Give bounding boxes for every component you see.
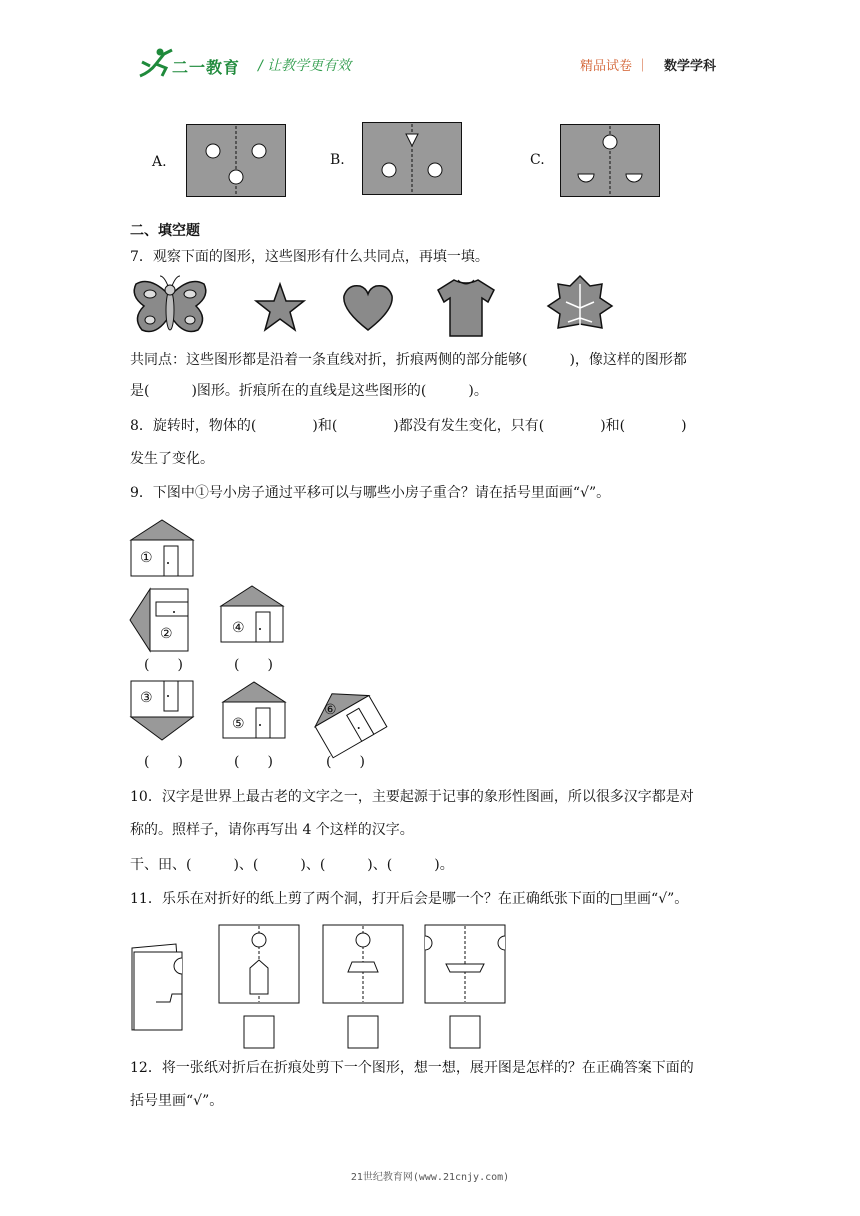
tshirt-icon xyxy=(436,276,496,338)
q7-line1: 共同点：这些图形都是沿着一条直线对折，折痕两侧的部分能够( )，像这样的图形都 xyxy=(130,352,687,368)
house-4 xyxy=(220,584,284,644)
folded-paper-figure xyxy=(130,942,186,1032)
q10-line3: 干、田、( )、( )、( )、( )。 xyxy=(130,857,454,873)
q10-line2: 称的。照样子，请你再写出 4 个这样的汉字。 xyxy=(130,822,414,838)
option-b-label: B. xyxy=(330,152,345,168)
star-icon xyxy=(254,282,306,332)
section-title: 二、填空题 xyxy=(130,223,200,239)
option-paper-2 xyxy=(322,924,404,1050)
header-subject: 数学学科 xyxy=(664,59,717,74)
bracket-2[interactable]: ( ) xyxy=(144,657,183,673)
option-b-figure xyxy=(362,122,462,196)
q8-line1: 8．旋转时，物体的( )和( )都没有发生变化，只有( )和( ) xyxy=(130,418,687,434)
house-5-label: ⑤ xyxy=(232,716,245,732)
bracket-3[interactable]: ( ) xyxy=(144,754,183,770)
option-paper-1 xyxy=(218,924,300,1050)
checkbox-2[interactable] xyxy=(348,1016,378,1048)
leaf-icon xyxy=(546,274,614,336)
bracket-6[interactable]: ( ) xyxy=(326,754,365,770)
q12-line1: 12．将一张纸对折后在折痕处剪下一个图形，想一想，展开图是怎样的？在正确答案下面的 xyxy=(130,1060,694,1076)
brand-name: 二一教育 xyxy=(172,58,241,77)
butterfly-icon xyxy=(130,274,210,338)
bracket-4[interactable]: ( ) xyxy=(234,657,273,673)
house-3-label: ③ xyxy=(140,690,153,706)
option-a-label: A. xyxy=(152,154,167,170)
header-tag: 精品试卷 ｜ xyxy=(580,59,650,74)
option-c-figure xyxy=(560,124,660,198)
option-a-figure xyxy=(186,124,286,198)
logo-runner-icon xyxy=(136,46,176,80)
checkbox-1[interactable] xyxy=(244,1016,274,1048)
option-paper-3 xyxy=(424,924,508,1050)
q7-prompt: 7．观察下面的图形，这些图形有什么共同点，再填一填。 xyxy=(130,249,489,265)
option-c-label: C. xyxy=(530,152,545,168)
house-6-label: ⑥ xyxy=(324,702,337,718)
q7-line2: 是( )图形。折痕所在的直线是这些图形的( )。 xyxy=(130,383,488,399)
bracket-5[interactable]: ( ) xyxy=(234,754,273,770)
q8-line2: 发生了变化。 xyxy=(130,451,214,467)
checkbox-3[interactable] xyxy=(450,1016,480,1048)
heart-icon xyxy=(340,282,396,332)
q9-prompt: 9．下图中①号小房子通过平移可以与哪些小房子重合？请在括号里面画“√”。 xyxy=(130,485,611,501)
q10-line1: 10．汉字是世界上最古老的文字之一，主要起源于记事的象形性图画，所以很多汉字都是对 xyxy=(130,789,694,805)
house-6 xyxy=(306,680,386,750)
footer: 21世纪教育网(www.21cnjy.com) xyxy=(350,1172,510,1183)
house-1-label: ① xyxy=(140,550,153,566)
house-4-label: ④ xyxy=(232,620,245,636)
q12-line2: 括号里画“√”。 xyxy=(130,1093,224,1109)
q11-prompt: 11．乐乐在对折好的纸上剪了两个洞，打开后会是哪一个？在正确纸张下面的□里画“√”。 xyxy=(130,891,689,907)
house-2-label: ② xyxy=(160,626,173,642)
slogan: / 让教学更有效 xyxy=(258,58,352,74)
